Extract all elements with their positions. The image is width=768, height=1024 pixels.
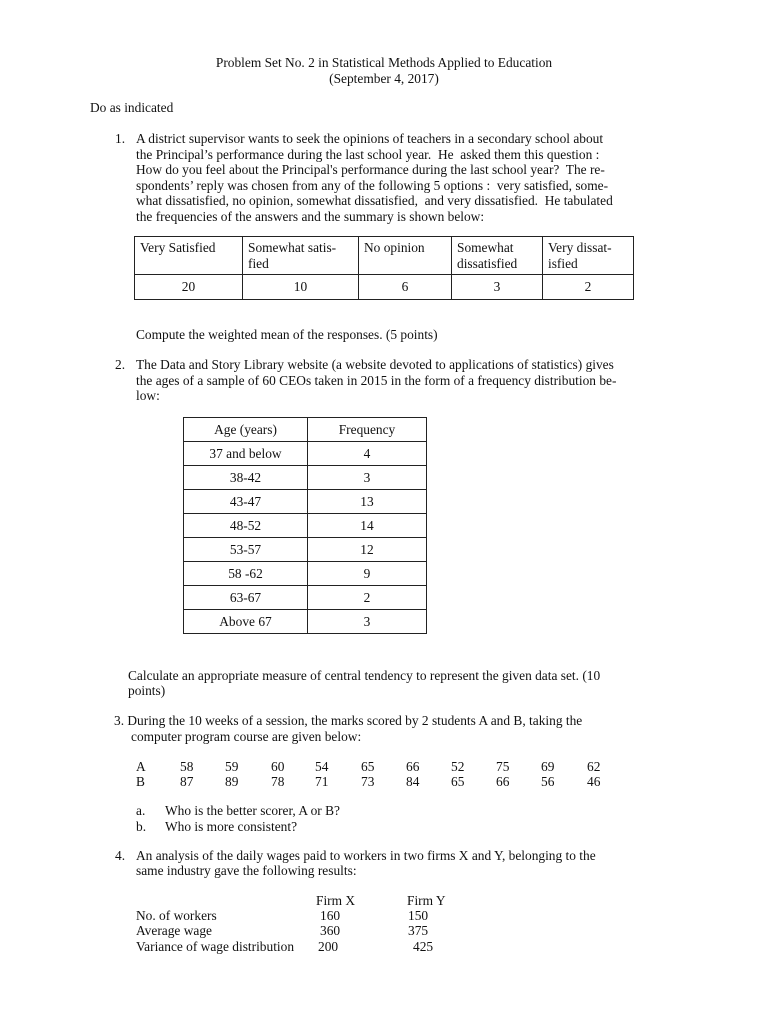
wage-row-y: 375 — [408, 923, 429, 938]
mark-cell: 59 — [225, 759, 239, 774]
mark-cell: 66 — [496, 774, 510, 789]
age-cell: 53-57 — [184, 538, 308, 562]
frequency-cell: 3 — [308, 466, 427, 490]
wage-row-y: 150 — [408, 908, 429, 923]
q2-text-line: The Data and Story Library website (a website devoted to applications of statistics) gives — [136, 357, 614, 372]
q2-text — [136, 357, 678, 404]
q1-header-line: isfied — [548, 255, 578, 271]
q3-marks-table — [0, 759, 768, 793]
frequency-cell: 13 — [308, 490, 427, 514]
q1-header-cell — [452, 237, 543, 275]
frequency-cell: 2 — [308, 586, 427, 610]
mark-cell: 60 — [271, 759, 285, 774]
q3-sub-a-letter: a. — [136, 803, 146, 818]
mark-cell: 46 — [587, 774, 601, 789]
q1-header-cell — [243, 237, 359, 275]
student-label: A — [136, 759, 146, 774]
q1-header-line: fied — [248, 255, 269, 271]
wage-row-x: 160 — [320, 908, 341, 923]
firm-x-header: Firm X — [316, 893, 356, 908]
q1-text-line: How do you feel about the Principal's performance during the last school year? The re- — [136, 162, 605, 177]
mark-cell: 62 — [587, 759, 601, 774]
q1-value-cell: 3 — [452, 275, 543, 300]
age-cell: 48-52 — [184, 514, 308, 538]
q3-sub-b-letter: b. — [136, 819, 147, 834]
ceo-age-row — [184, 490, 427, 514]
wage-row-label: Variance of wage distribution — [136, 939, 295, 954]
wage-row-y: 425 — [413, 939, 434, 954]
ceo-age-row — [184, 586, 427, 610]
age-cell: 58 -62 — [184, 562, 308, 586]
q1-text-line: the frequencies of the answers and the summary is shown below: — [136, 208, 485, 224]
q1-header-line: No opinion — [364, 240, 425, 255]
mark-cell: 58 — [180, 759, 194, 774]
q1-response-table — [134, 236, 634, 300]
age-cell: Above 67 — [184, 610, 308, 634]
mark-cell: 54 — [315, 759, 329, 774]
mark-cell: 65 — [361, 759, 375, 774]
document-title: Problem Set No. 2 in Statistical Methods Applied to Education — [215, 55, 553, 70]
frequency-cell: 14 — [308, 514, 427, 538]
mark-cell: 71 — [315, 774, 329, 789]
q1-header-line: dissatisfied — [457, 255, 518, 271]
ceo-age-row — [184, 442, 427, 466]
q1-text-line: A district supervisor wants to seek the opinions of teachers in a secondary school about — [136, 131, 604, 146]
firm-y-header: Firm Y — [407, 893, 446, 908]
mark-cell: 65 — [451, 774, 465, 789]
q1-number: 1. — [115, 131, 126, 146]
document-date: (September 4, 2017) — [329, 71, 439, 86]
q3-sub-b-text: Who is more consistent? — [165, 819, 298, 834]
q1-header-cell — [359, 237, 452, 275]
frequency-header: Frequency — [308, 418, 427, 442]
q4-number: 4. — [115, 848, 126, 863]
student-label: B — [136, 774, 145, 789]
mark-cell: 69 — [541, 759, 555, 774]
q2-text-line: low: — [136, 388, 160, 403]
q4-text-line2: same industry gave the following results: — [136, 863, 357, 878]
q4-text-line1: An analysis of the daily wages paid to workers in two firms X and Y, belonging to the — [136, 848, 596, 863]
wage-row-x: 360 — [320, 923, 341, 938]
mark-cell: 56 — [541, 774, 555, 789]
instructions: Do as indicated — [90, 100, 174, 115]
ceo-age-row — [184, 538, 427, 562]
q1-text-line: spondents’ reply was chosen from any of the following 5 options : very satisfied, some- — [136, 177, 609, 193]
q1-header-line: Very dissat- — [548, 240, 612, 255]
wage-row-label: No. of workers — [136, 908, 217, 923]
q1-text-line: what dissatisfied, no opinion, somewhat dissatisfied, and very dissatisfied. He tabulated — [136, 193, 613, 208]
mark-cell: 66 — [406, 759, 420, 774]
q1-text — [136, 131, 678, 224]
mark-cell: 78 — [271, 774, 285, 789]
mark-cell: 75 — [496, 759, 510, 774]
q2-task-line1: Calculate an appropriate measure of central tendency to represent the given data set. (10 — [128, 668, 601, 683]
q2-task-line2: points) — [128, 683, 166, 698]
q1-header-line: Somewhat — [457, 240, 514, 255]
age-cell: 37 and below — [184, 442, 308, 466]
q3-sub-a-text: Who is the better scorer, A or B? — [165, 803, 340, 818]
q1-header-row — [135, 237, 634, 275]
mark-cell: 84 — [406, 774, 420, 789]
q1-task: Compute the weighted mean of the responses. (5 points) — [136, 327, 438, 342]
age-cell: 43-47 — [184, 490, 308, 514]
q1-header-cell — [543, 237, 634, 275]
q3-text-line1: 3. During the 10 weeks of a session, the marks scored by 2 students A and B, taking the — [114, 713, 583, 728]
mark-cell: 52 — [451, 759, 465, 774]
q2-text-line: the ages of a sample of 60 CEOs taken in 2015 in the form of a frequency distribution be- — [136, 372, 617, 388]
q1-value-cell: 2 — [543, 275, 634, 300]
marks-row — [0, 774, 768, 789]
q1-text-line: the Principal’s performance during the last school year. He asked them this question : — [136, 146, 600, 162]
q1-value-row — [135, 275, 634, 300]
wage-row-label: Average wage — [136, 923, 212, 938]
q1-header-line: Very Satisfied — [140, 240, 216, 255]
q1-value-cell: 6 — [359, 275, 452, 300]
ceo-age-row — [184, 466, 427, 490]
frequency-cell: 4 — [308, 442, 427, 466]
q1-value-cell: 20 — [135, 275, 243, 300]
ceo-age-row — [184, 514, 427, 538]
age-header: Age (years) — [184, 418, 308, 442]
q1-header-line: Somewhat satis- — [248, 240, 337, 255]
age-cell: 63-67 — [184, 586, 308, 610]
q2-number: 2. — [115, 357, 126, 372]
mark-cell: 89 — [225, 774, 239, 789]
ceo-age-header-row — [184, 418, 427, 442]
q1-header-cell — [135, 237, 243, 275]
age-cell: 38-42 — [184, 466, 308, 490]
frequency-cell: 12 — [308, 538, 427, 562]
wage-row-x: 200 — [318, 939, 339, 954]
ceo-age-row — [184, 562, 427, 586]
ceo-age-row — [184, 610, 427, 634]
mark-cell: 73 — [361, 774, 375, 789]
marks-row — [0, 759, 768, 774]
mark-cell: 87 — [180, 774, 194, 789]
frequency-cell: 9 — [308, 562, 427, 586]
ceo-age-table — [183, 417, 427, 634]
q1-value-cell: 10 — [243, 275, 359, 300]
q3-text-line2: computer program course are given below: — [131, 729, 362, 744]
frequency-cell: 3 — [308, 610, 427, 634]
